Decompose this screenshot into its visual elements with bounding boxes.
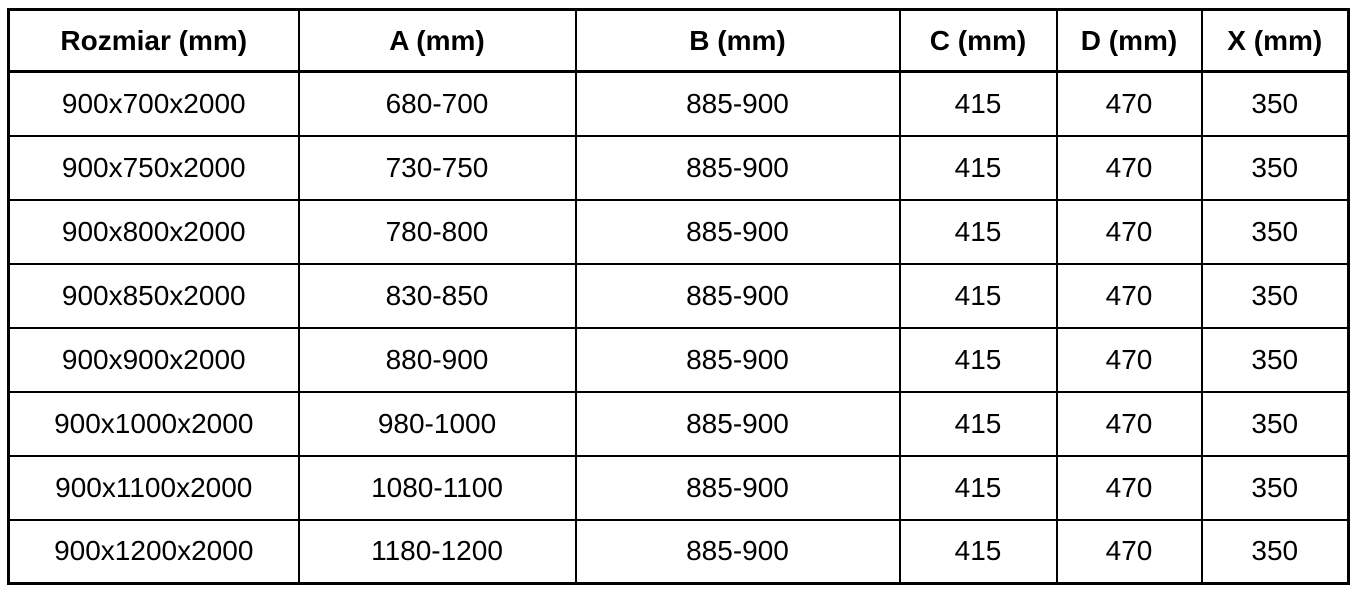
table-row [9, 264, 1349, 328]
cell-a: 780-800 [299, 200, 576, 264]
cell-rozmiar: 900x1100x2000 [9, 456, 299, 520]
column-header-rozmiar: Rozmiar (mm) [9, 10, 299, 72]
cell-c: 415 [900, 136, 1057, 200]
cell-rozmiar: 900x900x2000 [9, 328, 299, 392]
cell-c: 415 [900, 200, 1057, 264]
dimensions-table [7, 8, 1350, 585]
column-header-b: B (mm) [576, 10, 900, 72]
cell-rozmiar: 900x700x2000 [9, 72, 299, 136]
table-row [9, 200, 1349, 264]
column-header-c: C (mm) [900, 10, 1057, 72]
cell-x: 350 [1202, 456, 1349, 520]
cell-b: 885-900 [576, 200, 900, 264]
table-row [9, 72, 1349, 136]
table-row [9, 520, 1349, 584]
cell-c: 415 [900, 456, 1057, 520]
cell-d: 470 [1057, 72, 1202, 136]
cell-x: 350 [1202, 72, 1349, 136]
cell-x: 350 [1202, 200, 1349, 264]
cell-x: 350 [1202, 264, 1349, 328]
table-row [9, 136, 1349, 200]
cell-rozmiar: 900x1200x2000 [9, 520, 299, 584]
cell-rozmiar: 900x850x2000 [9, 264, 299, 328]
table-row [9, 456, 1349, 520]
column-header-a: A (mm) [299, 10, 576, 72]
cell-c: 415 [900, 328, 1057, 392]
cell-x: 350 [1202, 328, 1349, 392]
cell-a: 730-750 [299, 136, 576, 200]
cell-d: 470 [1057, 136, 1202, 200]
cell-c: 415 [900, 72, 1057, 136]
header-row [9, 10, 1349, 72]
cell-d: 470 [1057, 392, 1202, 456]
cell-d: 470 [1057, 264, 1202, 328]
cell-b: 885-900 [576, 136, 900, 200]
table-row [9, 392, 1349, 456]
cell-b: 885-900 [576, 328, 900, 392]
cell-b: 885-900 [576, 264, 900, 328]
cell-x: 350 [1202, 392, 1349, 456]
cell-a: 680-700 [299, 72, 576, 136]
cell-b: 885-900 [576, 72, 900, 136]
cell-a: 880-900 [299, 328, 576, 392]
cell-rozmiar: 900x800x2000 [9, 200, 299, 264]
table-row [9, 328, 1349, 392]
cell-b: 885-900 [576, 520, 900, 584]
table-header [9, 10, 1349, 72]
cell-a: 830-850 [299, 264, 576, 328]
cell-b: 885-900 [576, 456, 900, 520]
cell-d: 470 [1057, 520, 1202, 584]
cell-c: 415 [900, 264, 1057, 328]
cell-a: 1080-1100 [299, 456, 576, 520]
cell-a: 1180-1200 [299, 520, 576, 584]
column-header-x: X (mm) [1202, 10, 1349, 72]
cell-rozmiar: 900x1000x2000 [9, 392, 299, 456]
cell-c: 415 [900, 520, 1057, 584]
table-body [9, 72, 1349, 584]
cell-d: 470 [1057, 328, 1202, 392]
cell-a: 980-1000 [299, 392, 576, 456]
cell-c: 415 [900, 392, 1057, 456]
column-header-d: D (mm) [1057, 10, 1202, 72]
cell-d: 470 [1057, 456, 1202, 520]
cell-x: 350 [1202, 136, 1349, 200]
cell-d: 470 [1057, 200, 1202, 264]
cell-rozmiar: 900x750x2000 [9, 136, 299, 200]
cell-x: 350 [1202, 520, 1349, 584]
cell-b: 885-900 [576, 392, 900, 456]
